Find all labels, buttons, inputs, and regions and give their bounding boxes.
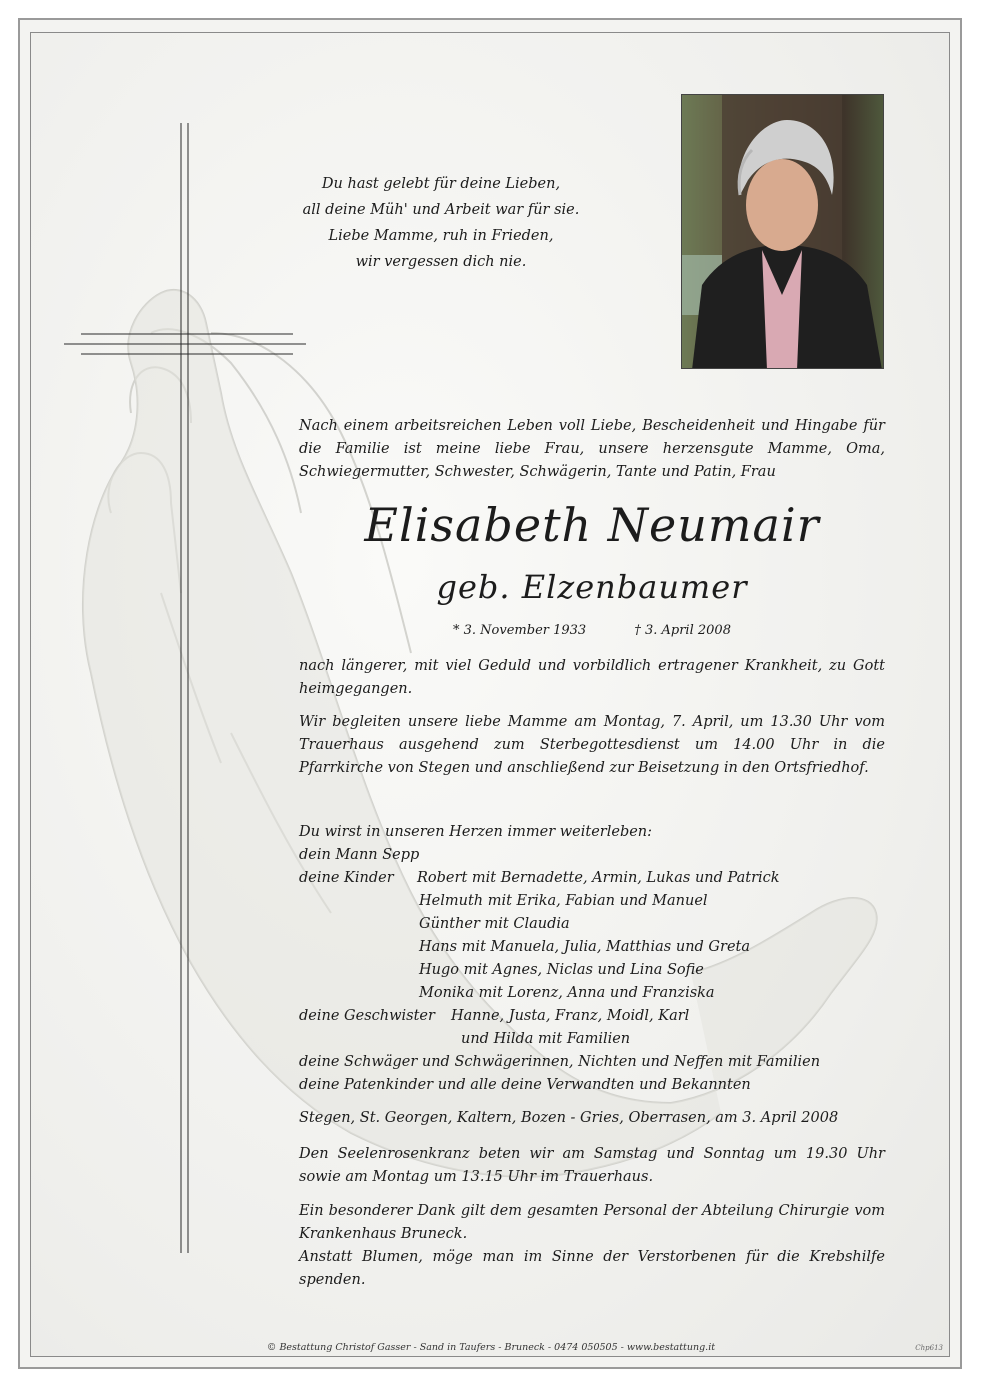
deceased-name: Elisabeth Neumair — [364, 498, 820, 552]
portrait-photo — [681, 94, 884, 369]
siblings-label: deine Geschwister — [299, 1008, 435, 1024]
death-date: † 3. April 2008 — [634, 623, 731, 638]
intro-text: Nach einem arbeitsreichen Leben voll Liebe, Bescheidenheit und Hingabe für die Familie ist meine liebe Frau, unsere herzensgute Mamme, Oma, Schwiegermutter, Schwester, Schwägerin, Tante und Patin, Frau — [299, 418, 885, 480]
passing-text: nach längerer, mit viel Geduld und vorbildlich ertragener Krankheit, zu Gott heimgegangen. — [299, 658, 885, 697]
place-date: Stegen, St. Georgen, Kaltern, Bozen - Gries, Oberrasen, am 3. April 2008 — [299, 1110, 839, 1126]
godchildren: deine Patenkinder und alle deine Verwandten und Bekannten — [299, 1077, 751, 1093]
birth-date: * 3. November 1933 — [453, 623, 587, 638]
thanks-text: Ein besonderer Dank gilt dem gesamten Personal der Abteilung Chirurgie vom Krankenhaus Bruneck. — [299, 1203, 885, 1242]
husband: dein Mann Sepp — [299, 847, 420, 863]
flowers-text: Anstatt Blumen, möge man im Sinne der Verstorbenen für die Krebshilfe spenden. — [299, 1249, 885, 1288]
mourners-list — [299, 821, 885, 1097]
template-code: Chp613 — [915, 1344, 943, 1352]
siblings-row-2: und Hilda mit Familien — [461, 1031, 631, 1047]
footer-credit: © Bestattung Christof Gasser - Sand in Taufers - Bruneck - 0474 050505 - www.bestattung.it — [266, 1342, 716, 1353]
motto-line: Liebe Mamme, ruh in Frieden, — [328, 228, 554, 244]
motto-line: wir vergessen dich nie. — [355, 254, 527, 270]
children-first — [299, 867, 885, 890]
child-family: Hugo mit Agnes, Niclas und Lina Sofie — [419, 962, 704, 978]
child-family: Helmuth mit Erika, Fabian und Manuel — [419, 893, 708, 909]
child-family: Robert mit Bernadette, Armin, Lukas und Patrick — [417, 870, 780, 886]
child-family: Günther mit Claudia — [419, 916, 570, 932]
motto-line: all deine Müh' und Arbeit war für sie. — [302, 202, 580, 218]
children-label: deine Kinder — [299, 870, 394, 886]
siblings-row — [299, 1005, 885, 1028]
maiden-name: geb. Elzenbaumer — [436, 568, 748, 606]
rosary-text: Den Seelenrosenkranz beten wir am Samstag und Sonntag um 19.30 Uhr sowie am Montag um 13.15 Uhr im Trauerhaus. — [299, 1146, 885, 1185]
siblings-names: Hanne, Justa, Franz, Moidl, Karl — [451, 1008, 690, 1024]
child-family: Monika mit Lorenz, Anna und Franziska — [419, 985, 715, 1001]
in-laws: deine Schwäger und Schwägerinnen, Nichten und Neffen mit Familien — [299, 1054, 821, 1070]
funeral-text: Wir begleiten unsere liebe Mamme am Montag, 7. April, um 13.30 Uhr vom Trauerhaus ausgehend zum Sterbegottesdienst um 14.00 Uhr in die Pfarrkirche von Stegen und anschließend zur Beisetzung in den Ortsfriedhof. — [299, 714, 885, 776]
life-dates — [299, 621, 885, 641]
child-family: Hans mit Manuela, Julia, Matthias und Greta — [419, 939, 750, 955]
motto-line: Du hast gelebt für deine Lieben, — [321, 176, 561, 192]
motto-verse — [281, 171, 601, 275]
obituary-card — [30, 32, 950, 1357]
mourners-intro: Du wirst in unseren Herzen immer weiterleben: — [299, 824, 653, 840]
